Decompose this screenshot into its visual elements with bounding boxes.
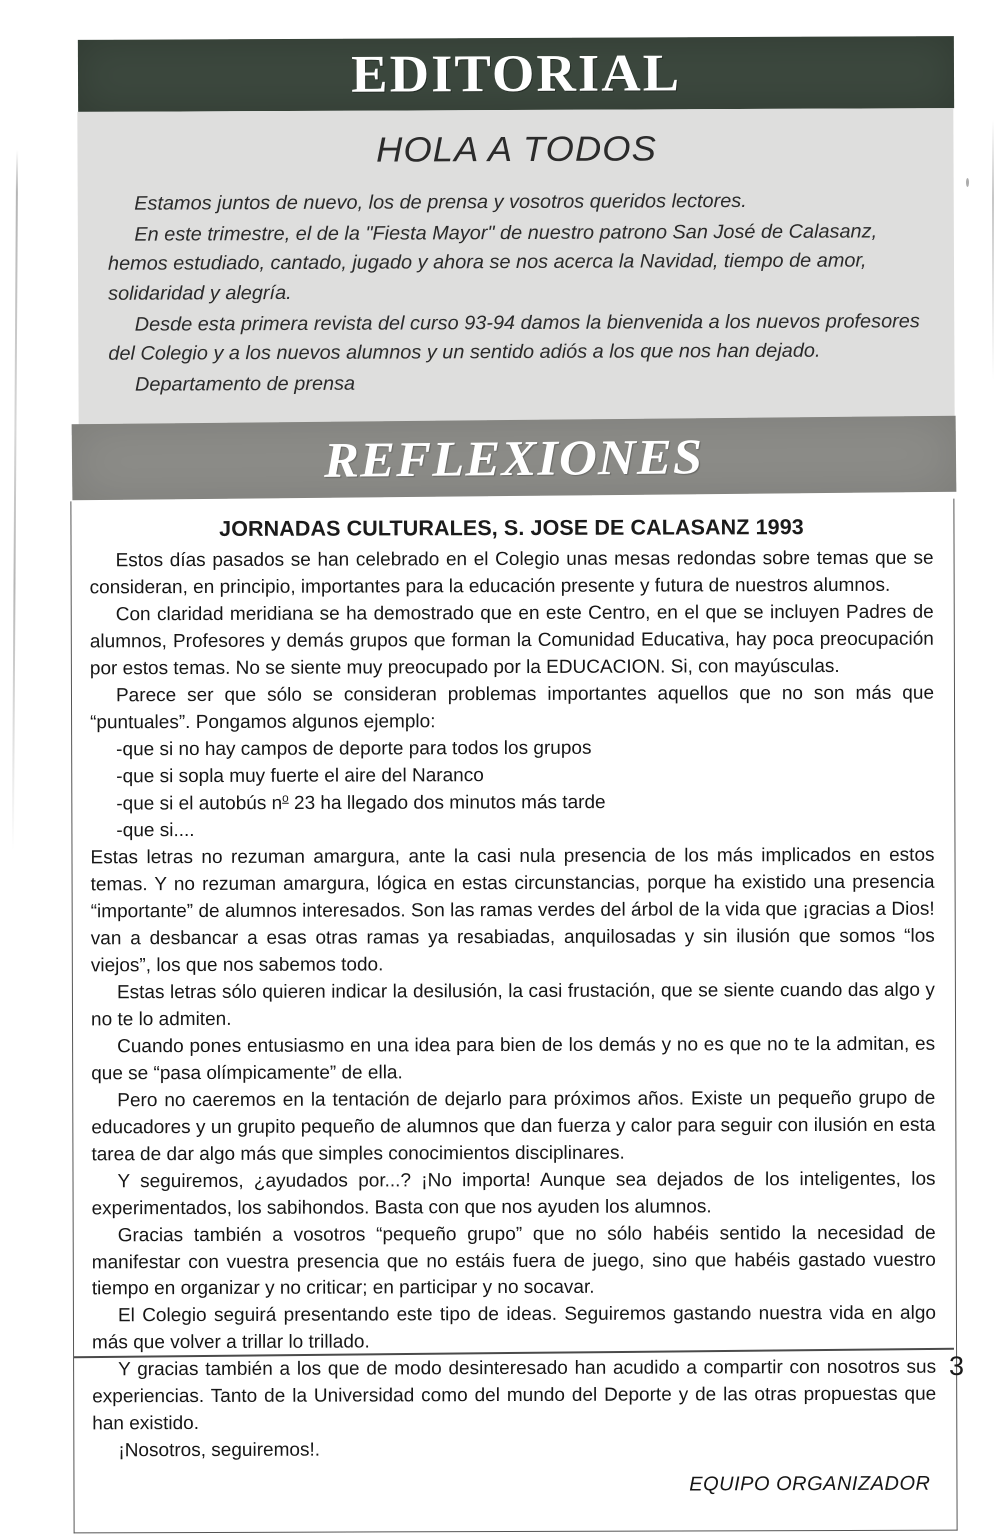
article-paragraph: Y seguiremos, ¿ayudados por...? ¡No importa! Aunque sea dejados de los inteligentes, los experimentados, los sabihondos. Basta con que nos ayuden los alumnos.: [91, 1168, 936, 1219]
article-list-item: -que si....: [116, 820, 195, 842]
editorial-section: [78, 38, 954, 425]
article-paragraph: Gracias también a vosotros “pequeño grupo” que no sólo habéis sentido la necesidad de manifestar con vuestra presencia que no estáis fuera de juego, sino que habéis gastado vuestro tiempo en organizar y no criticar; en participar y no socavar.: [91, 1222, 936, 1300]
article-list-item: [90, 788, 934, 818]
article-paragraph: Estas letras sólo quieren indicar la desilusión, la casi frustación, que se siente cuando das algo y no te lo admiten.: [90, 979, 935, 1031]
article-list-item: -que si sopla muy fuerte el aire del Naranco: [116, 764, 484, 787]
reflexiones-banner: [72, 416, 957, 500]
page-number: 3: [948, 1351, 964, 1381]
list-item-prefix: -que si el autobús n: [116, 792, 283, 815]
editorial-banner: [78, 36, 954, 112]
scan-artifact-right-edge: [992, 120, 994, 380]
article-paragraph: Y gracias también a los que de modo desinteresado han acudido a compartir con nosotros sus experiencias. Tanto de la Universidad como del mundo del Deporte y de las otras propuestas que han existido.: [92, 1357, 937, 1435]
ordinal-indicator: o: [282, 791, 289, 805]
editorial-signature: Departamento de prensa: [134, 372, 356, 396]
editorial-paragraph: Estamos juntos de nuevo, los de prensa y vosotros queridos lectores.: [134, 189, 747, 215]
article-paragraph: Pero no caeremos en la tentación de dejarlo para próximos años. Existe un pequeño grupo de educadores y un grupito pequeño de alumnos que dan fuerza y calor para seguir con ilusión en esta tarea de dar algo más que simples conocimientos disciplinares.: [91, 1087, 936, 1165]
reflexiones-body: [70, 499, 957, 1534]
article-paragraph: Con claridad meridiana se ha demostrado que en este Centro, en el que se incluyen Padres de alumnos, Profesores y demás grupos que forman la Comunidad Educativa, hay poca preocupación por estos temas. No se siente muy preocupado por la EDUCACION. Si, con mayúsculas.: [89, 601, 934, 680]
article-closing-line: ¡Nosotros, seguiremos!.: [118, 1439, 321, 1462]
article-list-item: -que si no hay campos de deporte para todos los grupos: [116, 737, 592, 761]
reflexiones-section: [72, 420, 956, 1532]
article-title: JORNADAS CULTURALES, S. JOSE DE CALASANZ 1993: [219, 515, 804, 541]
scan-artifact-left-edge: [12, 150, 18, 850]
editorial-title: HOLA A TODOS: [375, 129, 657, 170]
editorial-banner-label: EDITORIAL: [350, 44, 682, 104]
article-paragraph: Parece ser que sólo se consideran problemas importantes aquellos que no son más que “puntuales”. Pongamos algunos ejemplo:: [90, 682, 935, 734]
scan-speck: [966, 178, 969, 187]
editorial-body: [77, 108, 954, 427]
article-paragraph: Estos días pasados se han celebrado en el Colegio unas mesas redondas sobre temas que se consideran, en principio, importantes para la educación presente y futura de nuestros alumnos.: [89, 547, 934, 599]
article-paragraph: Estas letras no rezuman amargura, ante la casi nula presencia de los más implicados en estos temas. Y no rezuman amargura, lógica en estas circunstancias, porque ha existido una presencia “importante” de alumnos interesados. Son las ramas verdes del árbol de la vida que ¡gracias a Dios! van a desbancar a esas otras ramas ya resabiadas, anquilosadas y sin ilusión que somos “los viejos”, los que nos sabemos todo.: [90, 844, 935, 977]
article-signature: EQUIPO ORGANIZADOR: [689, 1472, 931, 1496]
article-paragraph: Cuando pones entusiasmo en una idea para bien de los demás y no es que no te la admitan, es que se “pasa olímpicamente” de ella.: [91, 1033, 936, 1085]
article-paragraph: El Colegio seguirá presentando este tipo de ideas. Seguiremos gastando nuestra vida en algo más que volver a trillar lo trillado.: [91, 1303, 936, 1354]
editorial-paragraph: En este trimestre, el de la "Fiesta Mayor" de nuestro patrono San José de Calasanz, hemos estudiado, cantado, jugado y ahora se nos acerca la Navidad, tiempo de amor, solidaridad y alegría.: [107, 220, 878, 305]
editorial-paragraph: Desde esta primera revista del curso 93-94 damos la bienvenida a los nuevos profesores del Colegio y a los nuevos alumnos y un sentido adiós a los que nos han dejado.: [108, 309, 920, 365]
list-item-suffix: 23 ha llegado dos minutos más tarde: [288, 791, 606, 814]
reflexiones-banner-label: REFLEXIONES: [324, 428, 704, 488]
